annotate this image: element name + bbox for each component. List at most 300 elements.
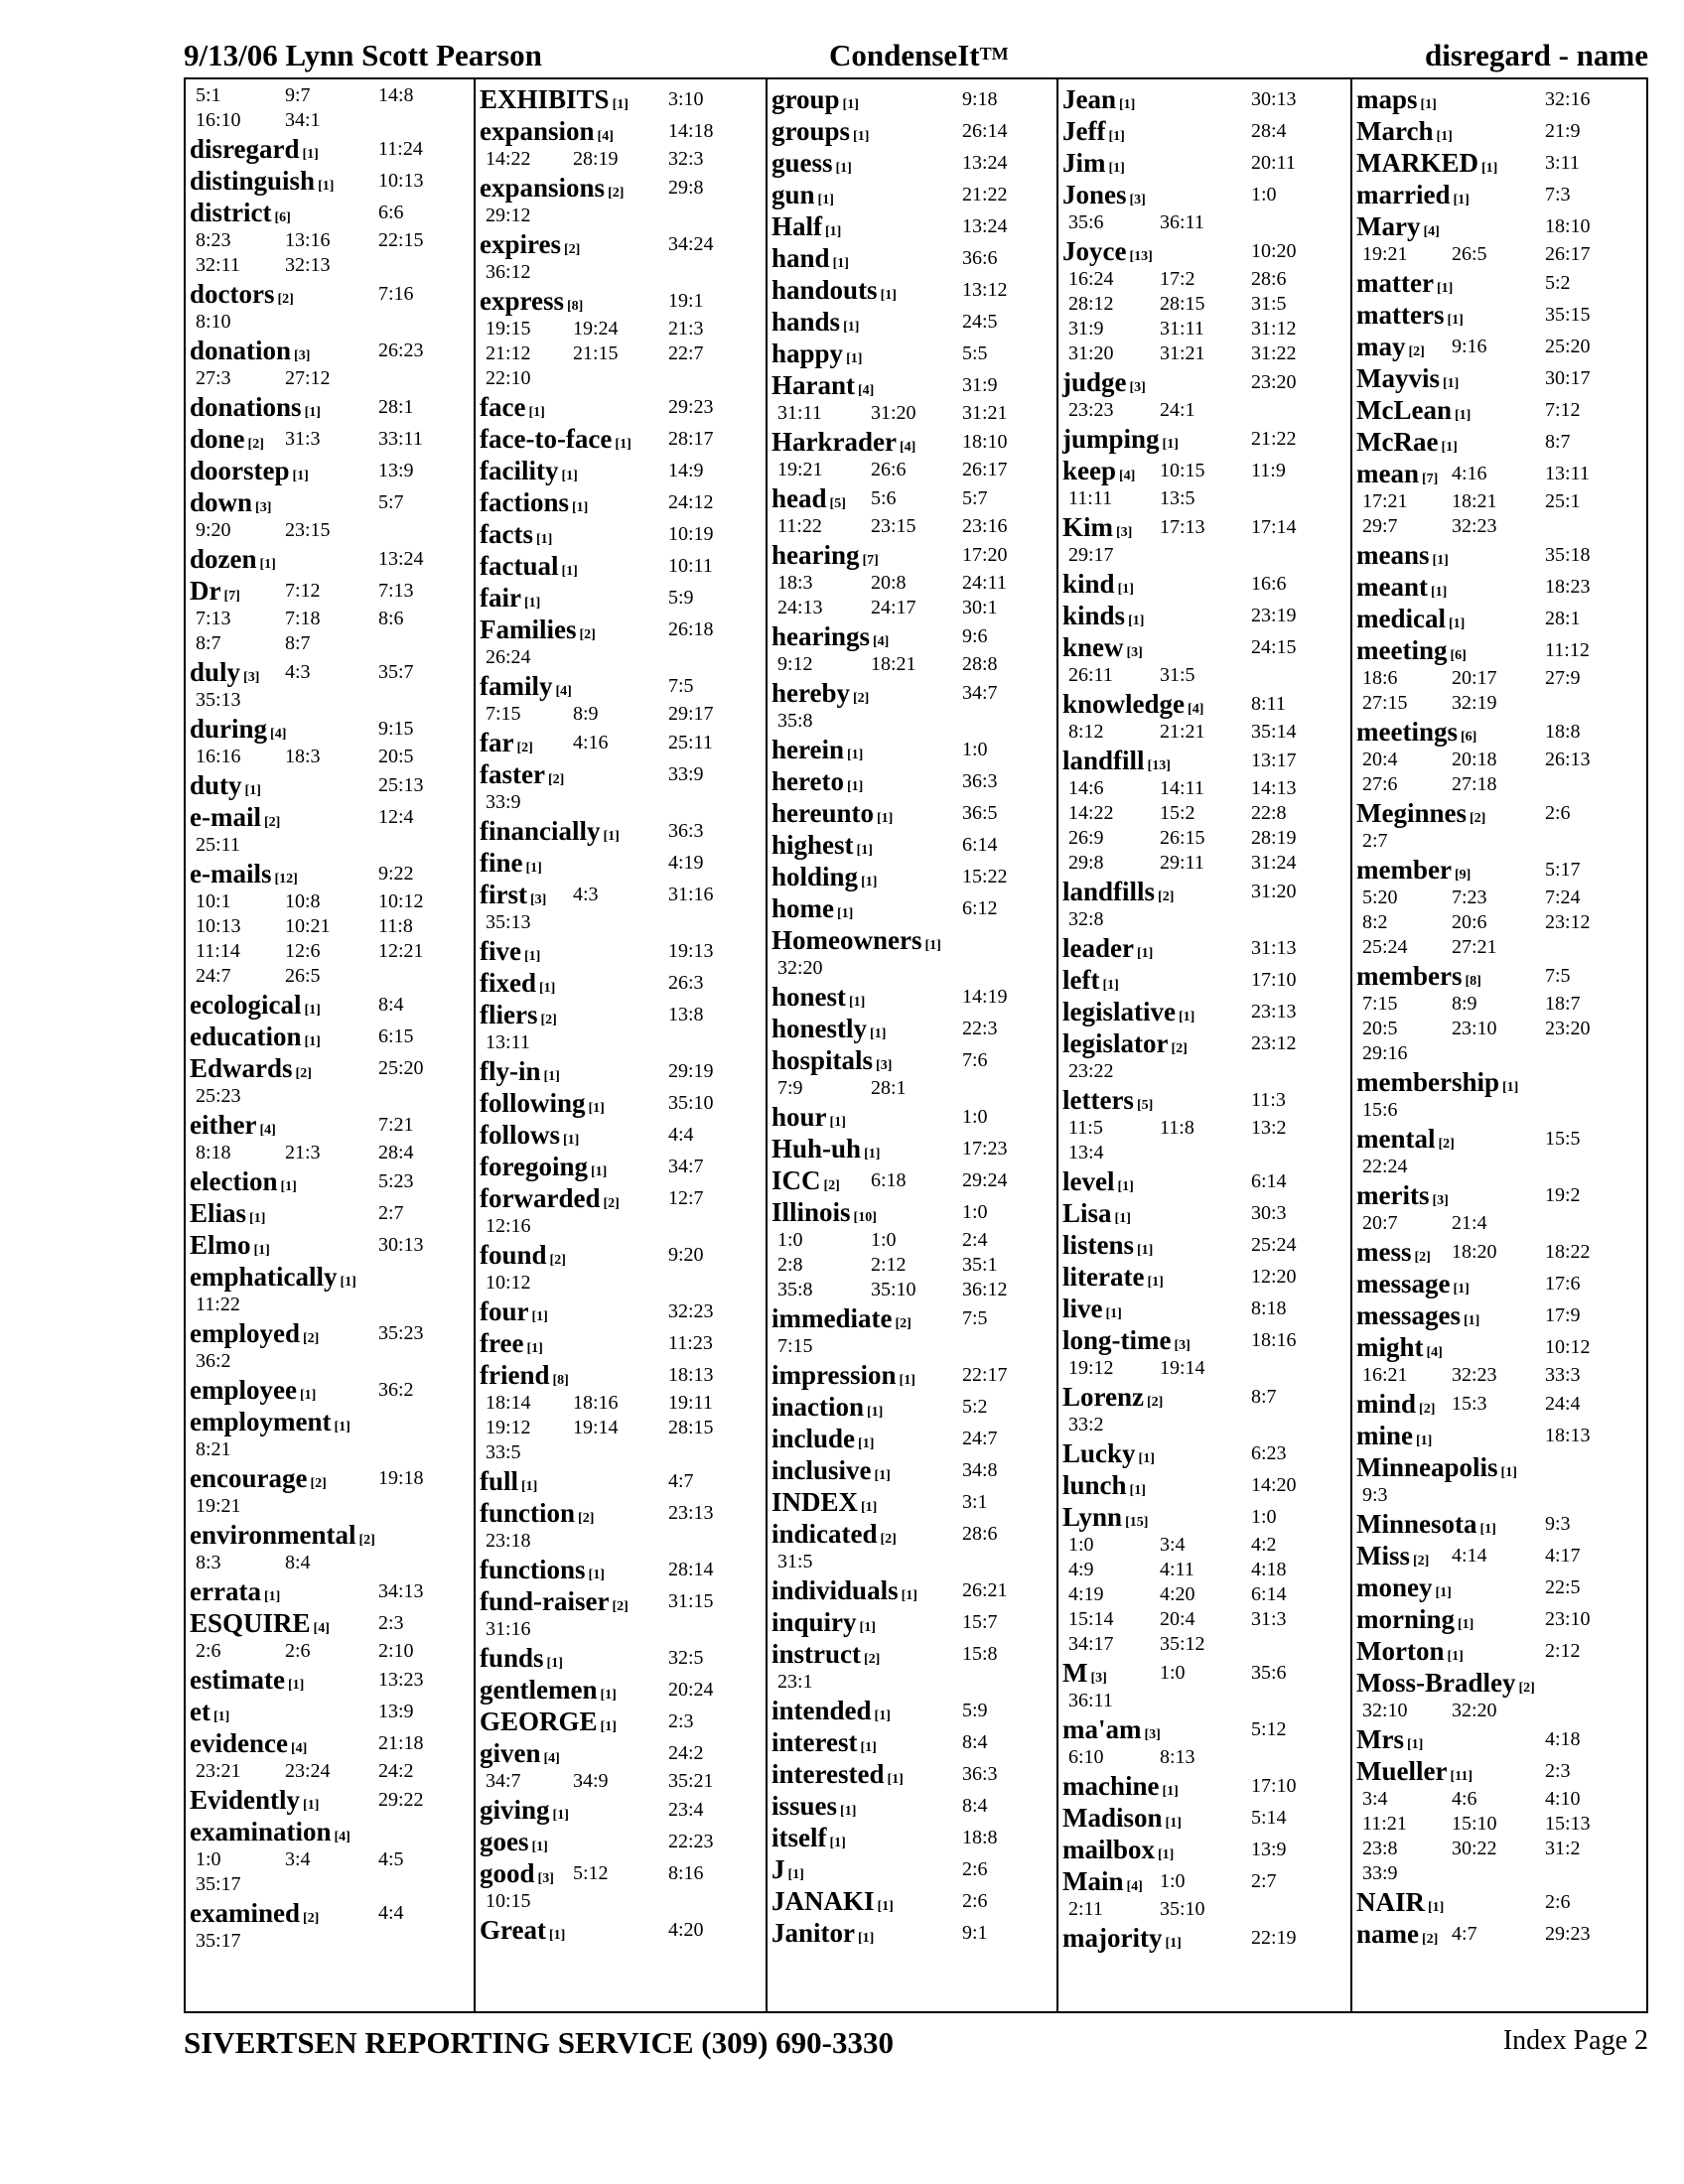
page-line-ref: 1:0 bbox=[962, 1201, 988, 1223]
index-term: means bbox=[1356, 540, 1430, 570]
index-term-count: [1] bbox=[531, 1309, 548, 1324]
index-entry bbox=[190, 1575, 474, 1607]
index-term-count: [4] bbox=[270, 727, 287, 742]
index-term-count: [1] bbox=[1458, 1617, 1474, 1632]
index-term: foregoing bbox=[480, 1152, 588, 1181]
page-line-ref: 29:7 bbox=[1362, 515, 1398, 537]
page-line-ref: 10:8 bbox=[285, 890, 321, 912]
index-entry-continuation bbox=[1356, 489, 1646, 514]
index-entry bbox=[480, 228, 766, 260]
page-line-ref: 2:3 bbox=[668, 1710, 694, 1732]
page-line-ref: 8:23 bbox=[196, 229, 231, 251]
index-entry-continuation bbox=[1356, 666, 1646, 691]
page-line-ref: 18:3 bbox=[285, 746, 321, 767]
index-entry bbox=[1356, 1299, 1646, 1331]
index-term: machine bbox=[1062, 1771, 1160, 1801]
index-term-count: [1] bbox=[1165, 1936, 1182, 1951]
index-entry bbox=[1062, 511, 1350, 543]
index-entry-continuation bbox=[1062, 1558, 1350, 1582]
index-entry-continuation bbox=[480, 1889, 766, 1914]
index-term: education bbox=[190, 1022, 302, 1051]
index-entry bbox=[772, 1638, 1056, 1670]
index-entry bbox=[1356, 458, 1646, 489]
index-entry bbox=[190, 1052, 474, 1084]
index-term-count: [2] bbox=[277, 292, 294, 307]
index-term: Jones bbox=[1062, 180, 1127, 209]
page-line-ref: 26:13 bbox=[1545, 749, 1591, 770]
index-term-count: [1] bbox=[1158, 1847, 1175, 1862]
index-entry-continuation bbox=[190, 914, 474, 939]
index-entry-continuation bbox=[1356, 886, 1646, 910]
page-line-ref: 9:20 bbox=[668, 1244, 704, 1266]
page-line-ref: 7:13 bbox=[196, 608, 231, 629]
index-term: done bbox=[190, 424, 245, 454]
page-line-ref: 1:0 bbox=[196, 1848, 221, 1870]
index-term: express bbox=[480, 286, 564, 316]
index-entry bbox=[480, 455, 766, 486]
index-entry bbox=[772, 981, 1056, 1013]
index-term-count: [1] bbox=[548, 1928, 566, 1943]
index-entry-continuation bbox=[480, 1391, 766, 1416]
index-entry bbox=[480, 1857, 766, 1889]
index-term: face bbox=[480, 392, 526, 422]
index-entry bbox=[1356, 1066, 1646, 1098]
index-term: leader bbox=[1062, 933, 1134, 963]
page-line-ref: 14:9 bbox=[668, 460, 704, 481]
index-term-count: [9] bbox=[1454, 868, 1472, 883]
page-line-ref: 23:16 bbox=[962, 515, 1008, 537]
page-line-ref: 11:24 bbox=[378, 138, 423, 160]
index-entry bbox=[1356, 299, 1646, 331]
index-term: good bbox=[480, 1858, 535, 1888]
page-line-ref: 35:23 bbox=[378, 1322, 424, 1344]
index-entry bbox=[480, 847, 766, 879]
index-term-count: [1] bbox=[835, 161, 852, 176]
page-line-ref: 3:1 bbox=[962, 1491, 988, 1513]
index-term: head bbox=[772, 483, 827, 513]
page-line-ref: 13:11 bbox=[486, 1031, 530, 1053]
page-line-ref: 23:13 bbox=[1251, 1001, 1297, 1023]
index-term-count: [1] bbox=[859, 1620, 876, 1635]
page-line-ref: 1:0 bbox=[871, 1229, 897, 1251]
index-term: honest bbox=[772, 982, 847, 1012]
index-term-count: [4] bbox=[290, 1741, 308, 1756]
index-entry-continuation bbox=[480, 366, 766, 391]
index-term: money bbox=[1356, 1572, 1433, 1602]
index-term-count: [5] bbox=[829, 496, 846, 511]
page-line-ref: 23:4 bbox=[668, 1799, 704, 1821]
page-line-ref: 20:24 bbox=[668, 1679, 714, 1701]
index-term: Lorenz bbox=[1062, 1382, 1144, 1412]
page-line-ref: 4:18 bbox=[1545, 1728, 1581, 1750]
index-entry bbox=[190, 1197, 474, 1229]
index-term-count: [6] bbox=[274, 210, 291, 225]
page-line-ref: 3:4 bbox=[1362, 1788, 1388, 1810]
index-entry bbox=[1356, 267, 1646, 299]
page-line-ref: 28:1 bbox=[378, 396, 414, 418]
page-line-ref: 7:5 bbox=[962, 1307, 988, 1329]
page-line-ref: 26:24 bbox=[486, 646, 531, 668]
index-entry-continuation bbox=[1062, 1141, 1350, 1165]
index-term: may bbox=[1356, 332, 1406, 361]
page-line-ref: 26:11 bbox=[1068, 664, 1113, 686]
index-term-count: [1] bbox=[924, 938, 941, 953]
index-term: intended bbox=[772, 1696, 872, 1725]
page-line-ref: 28:19 bbox=[573, 148, 619, 170]
index-entry bbox=[1356, 797, 1646, 829]
index-column-4 bbox=[1056, 79, 1350, 2011]
page-line-ref: 4:20 bbox=[1160, 1583, 1195, 1605]
index-entry bbox=[1356, 147, 1646, 179]
index-term: guess bbox=[772, 148, 833, 178]
page-line-ref: 22:15 bbox=[378, 229, 424, 251]
index-term-count: [1] bbox=[1420, 97, 1437, 112]
index-entry bbox=[1356, 83, 1646, 115]
page-line-ref: 11:9 bbox=[1251, 460, 1286, 481]
index-term-count: [4] bbox=[873, 634, 890, 649]
index-term-count: [1] bbox=[877, 1899, 894, 1914]
index-entry bbox=[480, 1465, 766, 1497]
index-entry bbox=[772, 1423, 1056, 1454]
page-line-ref: 28:4 bbox=[378, 1142, 414, 1163]
page-line-ref: 8:4 bbox=[962, 1731, 988, 1753]
index-term: follows bbox=[480, 1120, 560, 1150]
index-term-count: [1] bbox=[259, 557, 276, 572]
index-term: McRae bbox=[1356, 427, 1439, 457]
index-entry bbox=[1062, 366, 1350, 398]
index-term-count: [1] bbox=[825, 224, 842, 239]
index-term: member bbox=[1356, 855, 1452, 885]
page-line-ref: 8:13 bbox=[1160, 1746, 1195, 1768]
index-term-count: [3] bbox=[255, 500, 272, 515]
index-term-count: [8] bbox=[1465, 974, 1481, 989]
page-line-ref: 23:13 bbox=[668, 1502, 714, 1524]
index-term-count: [1] bbox=[1138, 1451, 1155, 1466]
index-term-count: [1] bbox=[1447, 1649, 1464, 1664]
index-entry bbox=[1062, 964, 1350, 996]
index-term: hereby bbox=[772, 678, 850, 708]
index-entry-continuation bbox=[1356, 1812, 1646, 1837]
index-term: indicated bbox=[772, 1519, 878, 1549]
page-line-ref: 18:6 bbox=[1362, 667, 1398, 689]
index-term-count: [1] bbox=[899, 1373, 915, 1388]
page-line-ref: 8:2 bbox=[1362, 911, 1388, 933]
page-line-ref: 20:7 bbox=[1362, 1212, 1398, 1234]
index-term: hospitals bbox=[772, 1045, 874, 1075]
index-term-count: [1] bbox=[1108, 161, 1125, 176]
page-line-ref: 28:15 bbox=[668, 1417, 714, 1438]
page-line-ref: 32:5 bbox=[668, 1647, 704, 1669]
index-entry bbox=[1062, 147, 1350, 179]
index-entry bbox=[190, 858, 474, 889]
index-entry-continuation bbox=[480, 1030, 766, 1055]
index-term-count: [2] bbox=[895, 1316, 912, 1331]
page-line-ref: 19:21 bbox=[777, 459, 823, 480]
index-term: environmental bbox=[190, 1520, 356, 1550]
index-entry bbox=[772, 274, 1056, 306]
index-entry-continuation bbox=[190, 253, 474, 278]
index-entry-continuation bbox=[1356, 992, 1646, 1017]
index-term: meant bbox=[1356, 572, 1428, 602]
index-entry bbox=[772, 1359, 1056, 1391]
page-line-ref: 32:23 bbox=[668, 1300, 714, 1322]
index-term-count: [1] bbox=[1137, 1243, 1154, 1258]
page-line-ref: 18:21 bbox=[1452, 490, 1497, 512]
page-line-ref: 14:13 bbox=[1251, 777, 1297, 799]
page-line-ref: 18:8 bbox=[962, 1827, 998, 1848]
page-line-ref: 24:13 bbox=[777, 597, 823, 618]
index-term: errata bbox=[190, 1576, 261, 1606]
index-term-count: [2] bbox=[1408, 344, 1425, 359]
page-line-ref: 19:21 bbox=[196, 1495, 241, 1517]
index-term-count: [1] bbox=[244, 783, 261, 798]
index-term-count: [1] bbox=[1428, 1900, 1445, 1915]
page-line-ref: 8:4 bbox=[285, 1552, 311, 1573]
page-line-ref: 11:21 bbox=[1362, 1813, 1407, 1835]
page-line-ref: 25:11 bbox=[668, 732, 713, 753]
page-line-ref: 12:7 bbox=[668, 1187, 704, 1209]
page-line-ref: 1:0 bbox=[1068, 1534, 1094, 1556]
page-line-ref: 25:24 bbox=[1362, 936, 1408, 958]
page-line-ref: 34:8 bbox=[962, 1459, 998, 1481]
page-line-ref: 19:2 bbox=[1545, 1184, 1581, 1206]
page-line-ref: 20:8 bbox=[871, 572, 907, 594]
page-line-ref: 29:17 bbox=[1068, 544, 1114, 566]
index-term-count: [8] bbox=[552, 1373, 569, 1388]
index-entry bbox=[772, 1726, 1056, 1758]
page-line-ref: 21:21 bbox=[1160, 721, 1205, 743]
page-line-ref: 4:19 bbox=[1068, 1583, 1104, 1605]
page-line-ref: 36:3 bbox=[668, 820, 704, 842]
index-term-count: [1] bbox=[1463, 1313, 1480, 1328]
index-term: issues bbox=[772, 1791, 838, 1821]
index-term: kind bbox=[1062, 569, 1115, 599]
page-line-ref: 21:4 bbox=[1452, 1212, 1487, 1234]
index-entry-continuation bbox=[1062, 486, 1350, 511]
index-entry bbox=[1356, 1635, 1646, 1667]
index-entry-continuation bbox=[1062, 210, 1350, 235]
index-entry-continuation bbox=[1062, 776, 1350, 801]
index-entry bbox=[1062, 876, 1350, 907]
page-line-ref: 11:23 bbox=[668, 1332, 713, 1354]
index-entry-continuation bbox=[1062, 1356, 1350, 1381]
page-line-ref: 32:8 bbox=[1068, 908, 1104, 930]
index-term-count: [1] bbox=[861, 1500, 878, 1515]
page-line-ref: 21:3 bbox=[668, 318, 704, 340]
index-entry bbox=[1062, 600, 1350, 631]
page-line-ref: 9:1 bbox=[962, 1922, 988, 1944]
page-line-ref: 27:21 bbox=[1452, 936, 1497, 958]
page-line-ref: 4:9 bbox=[1068, 1559, 1094, 1580]
footer-service: SIVERTSEN REPORTING SERVICE (309) 690-3330 bbox=[184, 2025, 894, 2060]
index-term: MARKED bbox=[1356, 148, 1478, 178]
index-term-count: [2] bbox=[540, 1013, 557, 1027]
index-entry bbox=[190, 1229, 474, 1261]
index-term-count: [1] bbox=[523, 949, 541, 964]
index-entry bbox=[1356, 394, 1646, 426]
page-line-ref: 22:19 bbox=[1251, 1927, 1297, 1949]
index-entry bbox=[1062, 1713, 1350, 1745]
index-entry bbox=[480, 614, 766, 645]
page-line-ref: 9:3 bbox=[1545, 1513, 1571, 1535]
index-entry-continuation bbox=[480, 702, 766, 727]
index-entry-continuation bbox=[772, 1253, 1056, 1278]
page-line-ref: 13:4 bbox=[1068, 1142, 1104, 1163]
page-line-ref: 35:14 bbox=[1251, 721, 1297, 743]
page-line-ref: 23:12 bbox=[1545, 911, 1591, 933]
page-line-ref: 3:11 bbox=[1545, 152, 1580, 174]
index-term-count: [1] bbox=[1441, 440, 1458, 455]
index-term: hereunto bbox=[772, 798, 875, 828]
page-line-ref: 29:12 bbox=[486, 205, 531, 226]
index-entry bbox=[1356, 1918, 1646, 1950]
page-line-ref: 2:10 bbox=[378, 1640, 414, 1662]
index-entry bbox=[480, 1585, 766, 1617]
page-line-ref: 15:6 bbox=[1362, 1099, 1398, 1121]
index-entry-continuation bbox=[1356, 1837, 1646, 1861]
page-line-ref: 31:12 bbox=[1251, 318, 1297, 340]
page-line-ref: 22:5 bbox=[1545, 1576, 1581, 1598]
index-term: four bbox=[480, 1297, 529, 1326]
page-line-ref: 8:7 bbox=[196, 632, 221, 654]
index-term: live bbox=[1062, 1294, 1103, 1323]
page-line-ref: 31:16 bbox=[668, 884, 714, 905]
index-term-count: [1] bbox=[1447, 313, 1464, 328]
index-term: judge bbox=[1062, 367, 1127, 397]
index-term: forwarded bbox=[480, 1183, 601, 1213]
index-term-count: [1] bbox=[1162, 1784, 1179, 1799]
index-term-count: [2] bbox=[612, 1599, 629, 1614]
index-term: examined bbox=[190, 1898, 300, 1928]
index-term-count: [1] bbox=[1416, 1433, 1433, 1448]
index-entry bbox=[1062, 115, 1350, 147]
page-line-ref: 35:6 bbox=[1251, 1662, 1287, 1684]
index-entry-continuation bbox=[1062, 663, 1350, 688]
index-term-count: [8] bbox=[567, 299, 584, 314]
page-line-ref: 31:15 bbox=[668, 1590, 714, 1612]
index-term-count: [3] bbox=[1144, 1727, 1161, 1742]
index-term: Mrs bbox=[1356, 1724, 1404, 1754]
index-entry-continuation bbox=[1062, 1413, 1350, 1437]
index-entry bbox=[1356, 1388, 1646, 1420]
index-term: Mueller bbox=[1356, 1756, 1448, 1786]
index-term-count: [1] bbox=[1454, 408, 1472, 423]
page-line-ref: 35:15 bbox=[1545, 304, 1591, 326]
index-entry bbox=[190, 1317, 474, 1349]
page-line-ref: 7:15 bbox=[777, 1335, 813, 1357]
index-entry-continuation bbox=[1062, 851, 1350, 876]
index-entry bbox=[1356, 1571, 1646, 1603]
page-line-ref: 19:24 bbox=[573, 318, 619, 340]
index-term-count: [2] bbox=[303, 1331, 320, 1346]
index-entry bbox=[772, 1822, 1056, 1853]
page-line-ref: 21:18 bbox=[378, 1732, 424, 1754]
index-term-count: [1] bbox=[1481, 161, 1498, 176]
page-line-ref: 7:9 bbox=[777, 1077, 803, 1099]
index-term: far bbox=[480, 728, 514, 757]
index-term: hands bbox=[772, 307, 841, 337]
page-line-ref: 7:16 bbox=[378, 283, 414, 305]
page-line-ref: 32:3 bbox=[668, 148, 704, 170]
page-line-ref: 1:0 bbox=[777, 1229, 803, 1251]
index-term: matter bbox=[1356, 268, 1434, 298]
header-range: disregard - name bbox=[1424, 38, 1648, 72]
index-term: mind bbox=[1356, 1389, 1417, 1419]
index-entry bbox=[772, 1196, 1056, 1228]
index-term-count: [1] bbox=[847, 748, 864, 762]
index-term-count: [2] bbox=[516, 741, 533, 755]
index-term: Half bbox=[772, 211, 822, 241]
index-term: Kim bbox=[1062, 512, 1113, 542]
page-line-ref: 4:3 bbox=[573, 884, 599, 905]
index-entry-continuation bbox=[1062, 1533, 1350, 1558]
index-term: message bbox=[1356, 1269, 1451, 1298]
index-term: instruct bbox=[772, 1639, 861, 1669]
index-term: membership bbox=[1356, 1067, 1499, 1097]
index-term: during bbox=[190, 714, 268, 744]
index-term-count: [3] bbox=[1129, 380, 1146, 395]
page-line-ref: 11:12 bbox=[1545, 639, 1590, 661]
index-entry bbox=[772, 1518, 1056, 1550]
index-entry bbox=[480, 967, 766, 999]
index-entry-continuation bbox=[1356, 1041, 1646, 1066]
index-entry bbox=[772, 1574, 1056, 1606]
page-line-ref: 4:2 bbox=[1251, 1534, 1277, 1556]
index-entry-continuation bbox=[1356, 748, 1646, 772]
index-term-count: [5] bbox=[1136, 1098, 1154, 1113]
index-entry bbox=[480, 1554, 766, 1585]
page-line-ref: 20:17 bbox=[1452, 667, 1497, 689]
page-line-ref: 17:2 bbox=[1160, 268, 1195, 290]
page-line-ref: 29:19 bbox=[668, 1060, 714, 1082]
index-entry bbox=[772, 924, 1056, 956]
index-term-count: [1] bbox=[588, 1568, 605, 1582]
index-entry-continuation bbox=[190, 1759, 474, 1784]
page-line-ref: 31:22 bbox=[1251, 342, 1297, 364]
index-entry-continuation bbox=[772, 709, 1056, 734]
page-line-ref: 12:6 bbox=[285, 940, 321, 962]
page-line-ref: 29:11 bbox=[1160, 852, 1204, 874]
index-entry bbox=[1356, 331, 1646, 362]
index-term: employee bbox=[190, 1375, 297, 1405]
header-title bbox=[829, 38, 1009, 73]
index-term: Joyce bbox=[1062, 236, 1127, 266]
page-line-ref: 1:0 bbox=[962, 739, 988, 760]
page-line-ref: 18:16 bbox=[1251, 1329, 1297, 1351]
index-term: five bbox=[480, 936, 521, 966]
index-entry bbox=[1356, 1886, 1646, 1918]
page-line-ref: 16:16 bbox=[196, 746, 241, 767]
index-entry-continuation bbox=[1356, 242, 1646, 267]
index-term-count: [2] bbox=[263, 815, 281, 830]
index-term-count: [2] bbox=[579, 627, 596, 642]
index-entry bbox=[190, 1816, 474, 1847]
page-line-ref: 5:1 bbox=[196, 84, 221, 106]
index-entry bbox=[480, 1674, 766, 1706]
index-entry bbox=[480, 1497, 766, 1529]
page-line-ref: 17:9 bbox=[1545, 1304, 1581, 1326]
index-entry bbox=[190, 391, 474, 423]
index-term-count: [4] bbox=[1119, 469, 1136, 483]
page-line-ref: 23:15 bbox=[871, 515, 916, 537]
page-line-ref: 2:7 bbox=[1362, 830, 1388, 852]
index-entry bbox=[480, 1055, 766, 1087]
index-term: fliers bbox=[480, 1000, 538, 1029]
page-line-ref: 27:18 bbox=[1452, 773, 1497, 795]
page-line-ref: 5:12 bbox=[1251, 1718, 1287, 1740]
index-term-count: [1] bbox=[1114, 1211, 1131, 1226]
index-entry bbox=[190, 1109, 474, 1141]
